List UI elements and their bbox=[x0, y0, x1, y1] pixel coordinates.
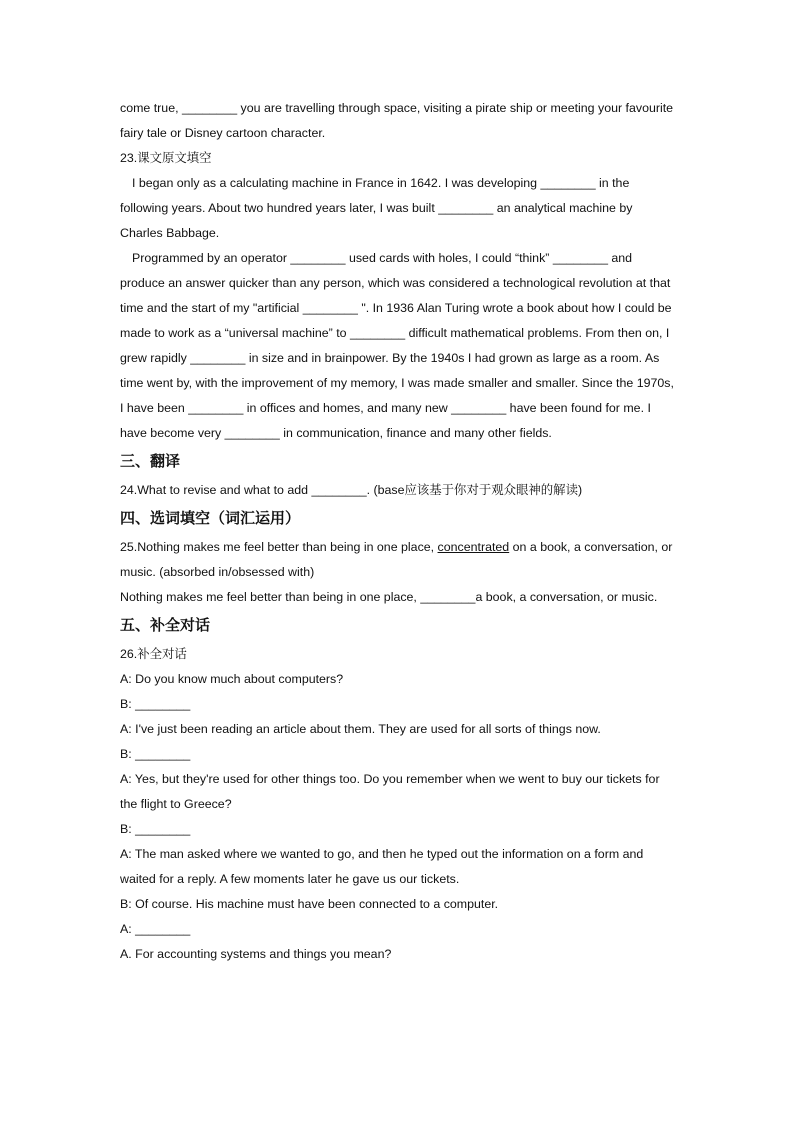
q23-paragraph-2: Programmed by an operator ________ used cards with holes, I could “think” ________ and produce an answer quicker than any person, which was considered a technological revolution at that time and the start of my "artificial ________ ". In 1936 Alan Turing wrote a book about how I could be made to work as a “universal machine” to ________ difficult mathematical problems. From then on, I grew rapidly ________ in size and in brainpower. By the 1940s I had grown as large as a room. As time went by, with the improvement of my memory, I was made smaller and smaller. Since the 1970s, I have been ________ in offices and homes, and many new ________ have been found for me. I have become very ________ in communication, finance and many other fields. bbox=[120, 251, 674, 440]
section-heading-dialogue: 五、补全对话 bbox=[120, 616, 211, 634]
question-26-title: 26.补全对话 bbox=[120, 647, 187, 661]
q25-rewrite: Nothing makes me feel better than being in one place, ________a book, a conversation, or music. bbox=[120, 590, 658, 604]
question-25 bbox=[120, 535, 676, 585]
text-line: come true, ________ you are travelling through space, visiting a pirate ship or meeting your favourite fairy tale or Disney cartoon character. bbox=[120, 101, 674, 140]
section-heading-translation: 三、翻译 bbox=[120, 452, 181, 470]
dialogue-line: A: Do you know much about computers? bbox=[120, 672, 344, 686]
q25-underlined-word: concentrated bbox=[437, 540, 510, 554]
q25-text-start: 25.Nothing makes me feel better than being in one place, bbox=[120, 540, 438, 554]
q25-text-end: on a book, a conversation, or music. (absorbed in/obsessed with) bbox=[120, 540, 673, 579]
dialogue-line: B: ________ bbox=[120, 747, 191, 761]
document-page bbox=[120, 96, 676, 967]
dialogue-line: B: ________ bbox=[120, 697, 191, 711]
dialogue-line: B: Of course. His machine must have been connected to a computer. bbox=[120, 897, 499, 911]
dialogue-line: A: The man asked where we wanted to go, and then he typed out the information on a form and waited for a reply. A few moments later he gave us our tickets. bbox=[120, 847, 644, 886]
question-24: 24.What to revise and what to add ________. (base应该基于你对于观众眼神的解读) bbox=[120, 483, 583, 497]
dialogue-line: A: ________ bbox=[120, 922, 191, 936]
dialogue-line: A: I've just been reading an article about them. They are used for all sorts of things now. bbox=[120, 722, 601, 736]
section-heading-word-choice: 四、选词填空（词汇运用） bbox=[120, 509, 301, 527]
option-line: A. For accounting systems and things you mean? bbox=[120, 947, 392, 961]
q23-paragraph-1: I began only as a calculating machine in France in 1642. I was developing ________ in the following years. About two hundred years later, I was built ________ an analytical machine by Charles Babbage. bbox=[120, 176, 633, 240]
question-23-title: 23.课文原文填空 bbox=[120, 151, 212, 165]
dialogue-line: A: Yes, but they're used for other things too. Do you remember when we went to buy our tickets for the flight to Greece? bbox=[120, 772, 660, 811]
dialogue-line: B: ________ bbox=[120, 822, 191, 836]
